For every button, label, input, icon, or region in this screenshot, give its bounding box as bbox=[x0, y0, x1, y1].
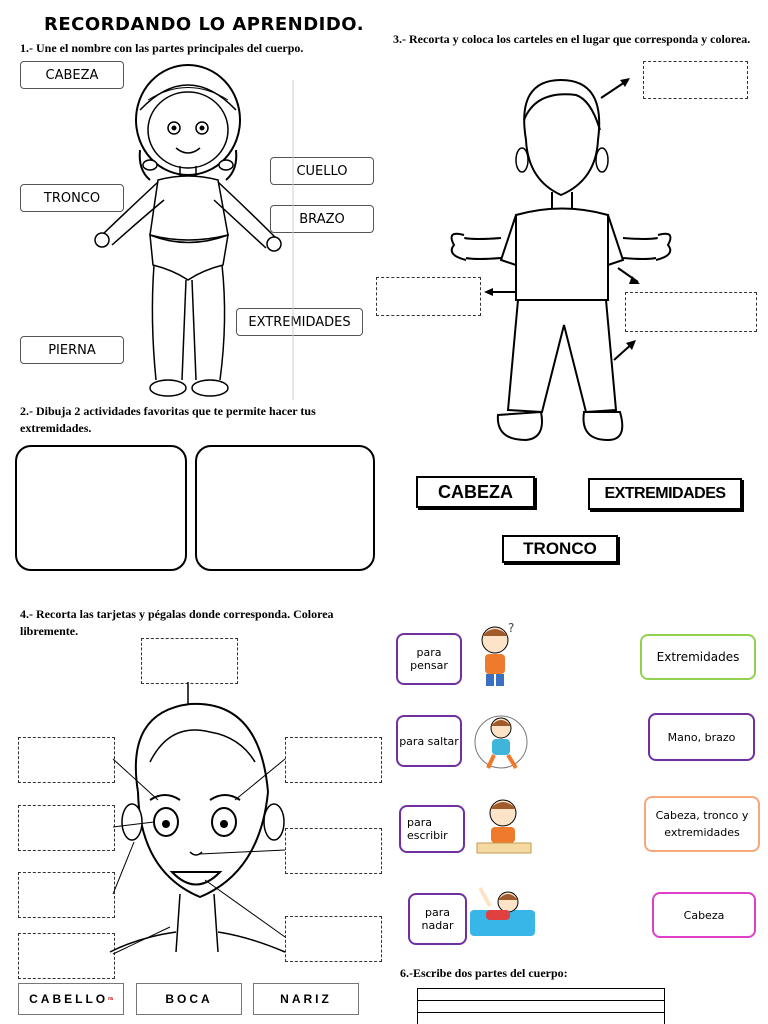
activity-card-pensar[interactable]: para pensar bbox=[396, 633, 462, 685]
label-boca[interactable]: BOCA bbox=[136, 983, 242, 1015]
question-6: 6.-Escribe dos partes del cuerpo: bbox=[400, 966, 568, 980]
cutout-extremidades[interactable]: EXTREMIDADES bbox=[588, 478, 742, 510]
activity-card-saltar[interactable]: para saltar bbox=[396, 715, 462, 767]
writing-lines[interactable] bbox=[417, 988, 665, 1024]
child-thinking-icon bbox=[468, 620, 523, 690]
svg-text:?: ? bbox=[508, 621, 515, 635]
writing-line-2 bbox=[418, 1012, 664, 1013]
question-3: 3.- Recorta y coloca los carteles en el lugar que corresponda y colorea. bbox=[393, 32, 751, 46]
cutout-tronco[interactable]: TRONCO bbox=[502, 535, 618, 563]
answer-card-extremidades[interactable]: Extremidades bbox=[640, 634, 756, 680]
girl-body-illustration bbox=[88, 60, 298, 405]
child-swimming-icon bbox=[470, 880, 535, 942]
boy-body-illustration bbox=[376, 60, 766, 460]
answer-card-cabeza-tronco-extremidades[interactable]: Cabeza, tronco y extremidades bbox=[644, 796, 760, 852]
child-jumping-rope-icon bbox=[472, 712, 530, 774]
child-writing-icon bbox=[475, 795, 533, 857]
label-extremidades[interactable]: EXTREMIDADES bbox=[236, 308, 363, 336]
label-cabeza[interactable]: CABEZA bbox=[20, 61, 124, 89]
blank-box-nose[interactable] bbox=[285, 828, 382, 874]
activity-card-nadar[interactable]: para nadar bbox=[408, 893, 467, 945]
question-1: 1.- Une el nombre con las partes principales del cuerpo. bbox=[20, 41, 304, 55]
cutout-cabeza[interactable]: CABEZA bbox=[416, 476, 535, 508]
boy-face-illustration bbox=[110, 682, 290, 957]
blank-box-mouth[interactable] bbox=[285, 916, 382, 962]
answer-card-mano-brazo[interactable]: Mano, brazo bbox=[648, 713, 755, 761]
blank-box-ear[interactable] bbox=[18, 872, 115, 918]
drawing-box-1[interactable] bbox=[15, 445, 187, 571]
label-cuello[interactable]: CUELLO bbox=[270, 157, 374, 185]
label-pierna[interactable]: PIERNA bbox=[20, 336, 124, 364]
blank-box-eye[interactable] bbox=[18, 805, 115, 851]
page-title: RECORDANDO LO APRENDIDO. bbox=[44, 14, 365, 35]
label-tronco[interactable]: TRONCO bbox=[20, 184, 124, 212]
label-brazo[interactable]: BRAZO bbox=[270, 205, 374, 233]
answer-card-cabeza[interactable]: Cabeza bbox=[652, 892, 756, 938]
drawing-box-2[interactable] bbox=[195, 445, 375, 571]
blank-box-forehead[interactable] bbox=[285, 737, 382, 783]
question-2: 2.- Dibuja 2 actividades favoritas que te permite hacer tus extremidades. bbox=[20, 404, 316, 435]
writing-line-1 bbox=[418, 1000, 664, 1001]
label-nariz[interactable]: NARIZ bbox=[253, 983, 359, 1015]
blank-box-neck[interactable] bbox=[18, 933, 115, 979]
question-4: 4.- Recorta las tarjetas y pégalas donde corresponda. Colorea libremente. bbox=[20, 607, 334, 638]
activity-card-escribir[interactable]: para escribir bbox=[399, 805, 465, 853]
blank-box-eyebrow[interactable] bbox=[18, 737, 115, 783]
blank-box-hair[interactable] bbox=[141, 638, 238, 684]
label-cabello[interactable]: CABELLO ra bbox=[18, 983, 124, 1015]
